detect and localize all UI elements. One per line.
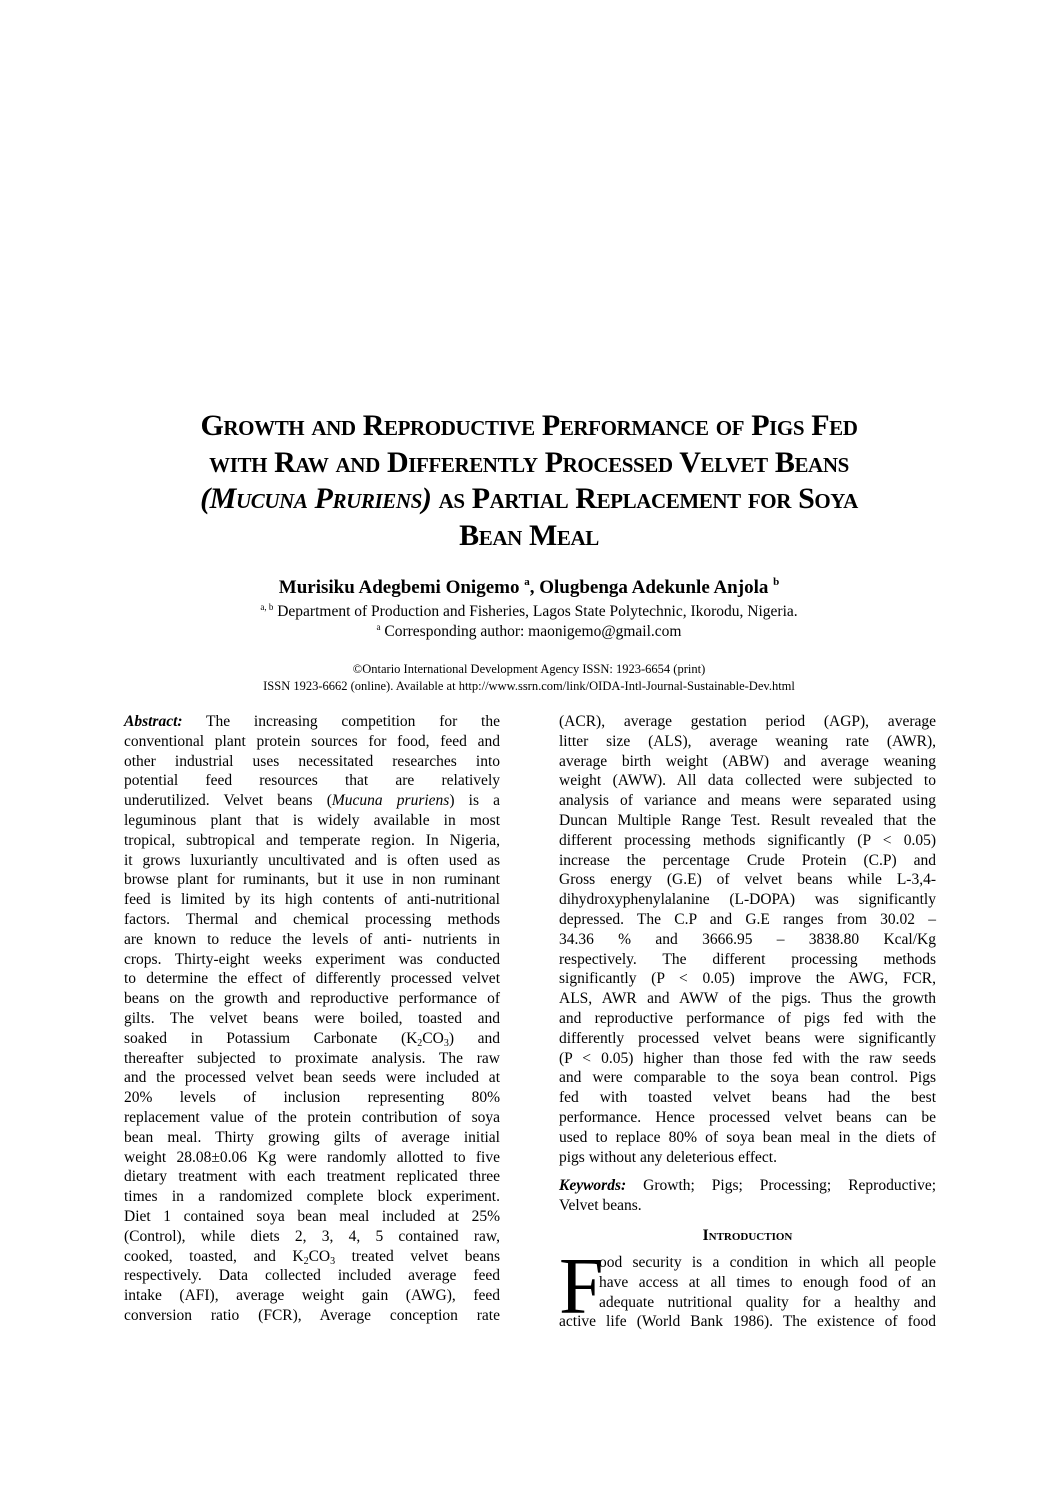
abstract-line: dihydroxyphenylalanine (L-DOPA) was significantly [559, 891, 936, 909]
abstract-line: thereafter subjected to proximate analysis. The raw [124, 1049, 500, 1067]
title-line-4: Bean Meal [459, 518, 599, 552]
abstract-line: analysis of variance and means were separated using [559, 792, 936, 810]
abstract-line: ALS, AWR and AWW of the pigs. Thus the growth [559, 990, 936, 1008]
abstract-line: Abstract: The increasing competition for the [124, 713, 500, 730]
abstract-line: replacement value of the protein contribution of soya [124, 1108, 500, 1126]
abstract-line: fed with toasted velvet beans had the best [559, 1089, 936, 1107]
title-species-name: (Mucuna Pruriens) [200, 482, 432, 515]
title-line-1: Growth and Reproductive Performance of Pigs Fed [200, 409, 858, 442]
abstract-line: weight 28.08±0.06 Kg were randomly allotted to five [124, 1148, 500, 1166]
author-name: Olugbenga Adekunle Anjola [539, 577, 769, 598]
author-list [100, 576, 958, 600]
intro-line: active life (World Bank 1986). The existence of food [559, 1313, 936, 1331]
species-name: Mucuna pruriens [331, 792, 450, 810]
abstract-line: underutilized. Velvet beans (Mucuna pruriens) is a [124, 792, 500, 810]
abstract-line: leguminous plant that is widely available in most [124, 811, 500, 829]
corresponding-superscript: a [376, 622, 381, 632]
abstract-line: beans on the growth and reproductive performance of [124, 990, 500, 1008]
subscript: 3 [330, 1255, 336, 1267]
author-superscript: a [524, 576, 530, 588]
abstract-line: pigs without any deleterious effect. [559, 1148, 777, 1166]
affiliation [100, 602, 958, 622]
abstract-line: Duncan Multiple Range Test. Result revealed that the [559, 811, 936, 829]
paper-title [100, 408, 958, 554]
abstract-line: bean meal. Thirty growing gilts of average initial [124, 1128, 500, 1146]
author-name: Murisiku Adegbemi Onigemo [278, 577, 520, 598]
abstract-line: used to replace 80% of soya bean meal in the diets of [559, 1128, 936, 1146]
subscript: 2 [417, 1037, 423, 1049]
title-line-3 [100, 481, 958, 518]
abstract-line: respectively. Data collected included average feed [124, 1267, 500, 1285]
subscript: 2 [303, 1255, 309, 1267]
abstract-line: intake (AFI), average weight gain (AWG), feed [124, 1287, 500, 1305]
corresponding-author [100, 622, 958, 642]
abstract-line: crops. Thirty-eight weeks experiment was conducted [124, 950, 500, 968]
abstract-line: conventional plant protein sources for food, feed and [124, 732, 500, 750]
author-separator: , [529, 577, 540, 598]
abstract-line: tropical, subtropical and temperate region. In Nigeria, [124, 831, 500, 849]
publication-info [100, 661, 958, 695]
title-line-2: with Raw and Differently Processed Velvet Beans [209, 445, 849, 479]
intro-line: have access at all times to enough food of an [599, 1273, 936, 1291]
abstract-line: average birth weight (ABW) and average weaning [559, 752, 936, 770]
affiliation-superscript: a, b [260, 602, 274, 612]
publication-info-line-2: ISSN 1923-6662 (online). Available at http://www.ssrn.com/link/OIDA-Intl-Journal-Sustainable-Dev.html [263, 679, 795, 693]
abstract-line: weight (AWW). All data collected were subjected to [559, 772, 936, 790]
publication-info-line-1: ©Ontario International Development Agency ISSN: 1923-6654 (print) [352, 662, 706, 676]
abstract-line: differently processed velvet beans were significantly [559, 1029, 936, 1047]
abstract-line: it grows luxuriantly uncultivated and is often used as [124, 851, 500, 869]
intro-line: adequate nutritional quality for a healthy and [599, 1293, 936, 1311]
abstract-line: potential feed resources that are relatively [124, 772, 500, 790]
corresponding-author-text: Corresponding author: maonigemo@gmail.com [380, 623, 682, 640]
abstract-line: 20% levels of inclusion representing 80% [124, 1089, 500, 1107]
abstract-line: (Control), while diets 2, 3, 4, 5 contained raw, [124, 1227, 500, 1245]
abstract-line: dietary treatment with each treatment replicated three [124, 1168, 500, 1186]
abstract-line: significantly (P < 0.05) improve the AWG, FCR, [559, 970, 936, 988]
abstract-line: and reproductive performance of pigs fed with the [559, 1009, 936, 1027]
abstract-line: soaked in Potassium Carbonate $(K_2CO_3)$ and [124, 1029, 500, 1049]
abstract-line: times in a randomized complete block experiment. [124, 1188, 500, 1206]
abstract-line: (P < 0.05) higher than those fed with the raw seeds [559, 1049, 936, 1067]
intro-line: ood security is a condition in which all people [599, 1253, 936, 1271]
title-line-3-rest: as Partial Replacement for Soya [431, 482, 858, 515]
left-column [124, 712, 500, 1326]
spacer [559, 1167, 936, 1176]
abstract-line: feed is limited by its high contents of anti-nutritional [124, 891, 500, 909]
introduction-body [559, 1242, 936, 1332]
abstract-line: browse plant for ruminants, but it use in non ruminant [124, 871, 500, 889]
abstract-line: increase the percentage Crude Protein (C.P) and [559, 851, 936, 869]
right-column [559, 712, 936, 1332]
abstract-line: 34.36 % and 3666.95 – 3838.80 Kcal/Kg [559, 930, 936, 948]
abstract-line: different processing methods significantly (P < 0.05) [559, 831, 936, 849]
abstract-line: and the processed velvet bean seeds were included at [124, 1069, 500, 1087]
abstract-line: depressed. The C.P and G.E ranges from 30.02 – [559, 910, 936, 928]
abstract-line: cooked, toasted, and $K_2CO_3$ treated velvet beans [124, 1247, 500, 1267]
drop-cap: F [559, 1242, 604, 1331]
abstract-line: (ACR), average gestation period (AGP), average [559, 713, 936, 730]
affiliation-text: Department of Production and Fisheries, Lagos State Polytechnic, Ikorodu, Nigeria. [273, 603, 798, 620]
keywords-label: Keywords: [559, 1177, 627, 1195]
abstract-line: to determine the effect of differently processed velvet [124, 970, 500, 988]
section-heading-introduction: Introduction [702, 1226, 793, 1244]
abstract-line: and were comparable to the soya bean control. Pigs [559, 1069, 936, 1087]
abstract-line: factors. Thermal and chemical processing methods [124, 910, 500, 928]
abstract-line: other industrial uses necessitated researches into [124, 752, 500, 770]
abstract-line: Gross energy (G.E) of velvet beans while L-3,4- [559, 871, 936, 889]
keywords [559, 1176, 936, 1216]
subscript: 3 [443, 1037, 449, 1049]
author-superscript: b [773, 576, 780, 588]
abstract-line: performance. Hence processed velvet beans can be [559, 1108, 936, 1126]
abstract-label: Abstract: [124, 713, 183, 730]
abstract-line: conversion ratio (FCR), Average conception rate [124, 1306, 500, 1324]
abstract-line: respectively. The different processing methods [559, 950, 936, 968]
abstract-line: are known to reduce the levels of anti- nutrients in [124, 930, 500, 948]
keywords-line: Keywords: Growth; Pigs; Processing; Reproductive; [559, 1177, 936, 1195]
abstract-line: Diet 1 contained soya bean meal included at 25% [124, 1207, 500, 1225]
abstract-line: gilts. The velvet beans were boiled, toasted and [124, 1009, 500, 1027]
abstract-line: litter size (ALS), average weaning rate (AWR), [559, 732, 936, 750]
keywords-line: Velvet beans. [559, 1197, 642, 1215]
